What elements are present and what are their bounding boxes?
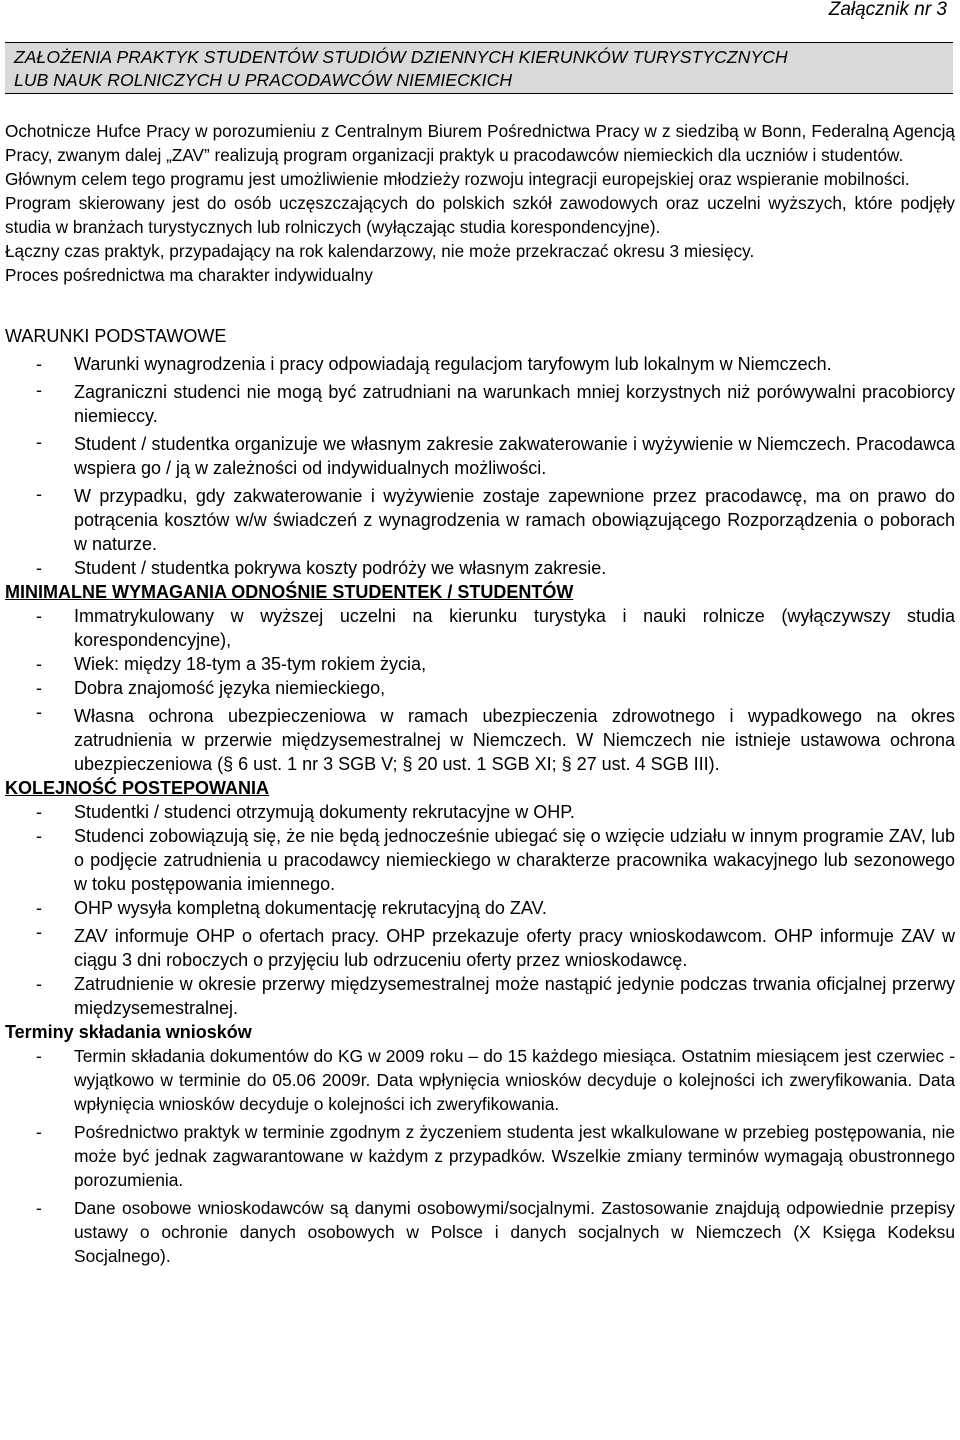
section-heading-kolejnosc: KOLEJNOŚĆ POSTEPOWANIA: [5, 778, 270, 798]
list-item: - Student / studentka pokrywa koszty podróży we własnym zakresie.: [5, 556, 955, 580]
section-heading-warunki: WARUNKI PODSTAWOWE: [5, 326, 227, 346]
list-item: - W przypadku, gdy zakwaterowanie i wyżywienie zostaje zapewnione przez pracodawcę, ma on prawo do potrącenia kosztów w/w świadczeń z wynagrodzenia w ramach obowiązującego Rozporządzenia o poborach w naturze.: [5, 482, 955, 556]
list-item: - Wiek: między 18-tym a 35-tym rokiem życia,: [5, 652, 955, 676]
section-heading-wymagania: MINIMALNE WYMAGANIA ODNOŚNIE STUDENTEK / STUDENTÓW: [5, 582, 574, 602]
section-heading-terminy: Terminy składania wniosków: [5, 1022, 252, 1042]
intro-paragraph: Ochotnicze Hufce Pracy w porozumieniu z Centralnym Biurem Pośrednictwa Pracy w z siedzibą w Bonn, Federalną Agencją Pracy, zwanym dalej „ZAV” realizują program organizacji praktyk u pracodawców niemieckich dla uczniów i studentów.: [5, 121, 955, 165]
list-item: - Warunki wynagrodzenia i pracy odpowiadają regulacjom taryfowym lub lokalnym w Niemczech.: [5, 352, 955, 378]
kolejnosc-list: [5, 800, 955, 1020]
wymagania-list: [5, 604, 955, 776]
intro-paragraph: Głównym celem tego programu jest umożliwienie młodzieży rozwoju integracji europejskiej oraz wspieranie mobilności.: [5, 169, 910, 189]
intro-paragraph: Proces pośrednictwa ma charakter indywidualny: [5, 265, 373, 285]
warunki-list: [5, 352, 955, 580]
list-item: - Studentki / studenci otrzymują dokumenty rekrutacyjne w OHP.: [5, 800, 955, 824]
list-item: - Dobra znajomość języka niemieckiego,: [5, 676, 955, 700]
intro-paragraph: Łączny czas praktyk, przypadający na rok kalendarzowy, nie może przekraczać okresu 3 miesięcy.: [5, 241, 755, 261]
list-item: - Dane osobowe wnioskodawców są danymi osobowymi/socjalnymi. Zastosowanie znajdują odpowiednie przepisy ustawy o ochronie danych osobowych w Polsce i danych socjalnych w Niemczech (X Księga Kodeksu Socjalnego).: [5, 1196, 955, 1268]
list-item: - Zagraniczni studenci nie mogą być zatrudniani na warunkach mniej korzystnych niż porówywalni pracobiorcy niemieccy.: [5, 378, 955, 430]
annex-label: Załącznik nr 3: [828, 0, 947, 20]
title-line-2: LUB NAUK ROLNICZYCH U PRACODAWCÓW NIEMIECKICH: [14, 70, 513, 90]
list-item: - Pośrednictwo praktyk w terminie zgodnym z życzeniem studenta jest wkalkulowane w przebieg postępowania, nie może być jednak zagwarantowane w każdym z przypadków. Wszelkie zmiany terminów wymagają obustronnego porozumienia.: [5, 1120, 955, 1196]
list-item: - Studenci zobowiązują się, że nie będą jednocześnie ubiegać się o wzięcie udziału w innym programie ZAV, lub o podjęcie zatrudnienia u pracodawcy niemieckiego w charakterze pracownika wakacyjnego lub sezonowego w toku postępowania imiennego.: [5, 824, 955, 896]
list-item: - Immatrykulowany w wyższej uczelni na kierunku turystyka i nauki rolnicze (wyłączywszy studia korespondencyjne),: [5, 604, 955, 652]
document-body: [5, 119, 955, 1268]
list-item: - Student / studentka organizuje we własnym zakresie zakwaterowanie i wyżywienie w Niemczech. Pracodawca wspiera go / ją w zależności od indywidualnych możliwości.: [5, 430, 955, 482]
terminy-list: [5, 1044, 955, 1268]
list-item: - ZAV informuje OHP o ofertach pracy. OHP przekazuje oferty pracy wnioskodawcom. OHP informuje ZAV w ciągu 3 dni roboczych o przyjęciu lub odrzuceniu oferty przez wnioskodawcę.: [5, 920, 955, 972]
title-line-1: ZAŁOŻENIA PRAKTYK STUDENTÓW STUDIÓW DZIENNYCH KIERUNKÓW TURYSTYCZNYCH: [14, 47, 788, 67]
intro-paragraph: Program skierowany jest do osób uczęszczających do polskich szkół zawodowych oraz uczelni wyższych, które podjęły studia w branżach turystycznych lub rolniczych (wyłączając studia korespondencyjne).: [5, 193, 955, 237]
list-item: - Własna ochrona ubezpieczeniowa w ramach ubezpieczenia zdrowotnego i wypadkowego na okres zatrudnienia w przerwie międzysemestralnej w Niemczech. W Niemczech nie istnieje ustawowa ochrona ubezpieczeniowa (§ 6 ust. 1 nr 3 SGB V; § 20 ust. 1 SGB XI; § 27 ust. 4 SGB III).: [5, 700, 955, 776]
document-title: [5, 42, 953, 94]
list-item: - OHP wysyła kompletną dokumentację rekrutacyjną do ZAV.: [5, 896, 955, 920]
list-item: - Termin składania dokumentów do KG w 2009 roku – do 15 każdego miesiąca. Ostatnim miesiącem jest czerwiec - wyjątkowo w terminie do 05.06 2009r. Data wpłynięcia wniosków decyduje o kolejności ich zweryfikowania. Data wpłynięcia wniosków decyduje o kolejności ich zweryfikowania.: [5, 1044, 955, 1120]
list-item: - Zatrudnienie w okresie przerwy międzysemestralnej może nastąpić jedynie podczas trwania oficjalnej przerwy międzysemestralnej.: [5, 972, 955, 1020]
